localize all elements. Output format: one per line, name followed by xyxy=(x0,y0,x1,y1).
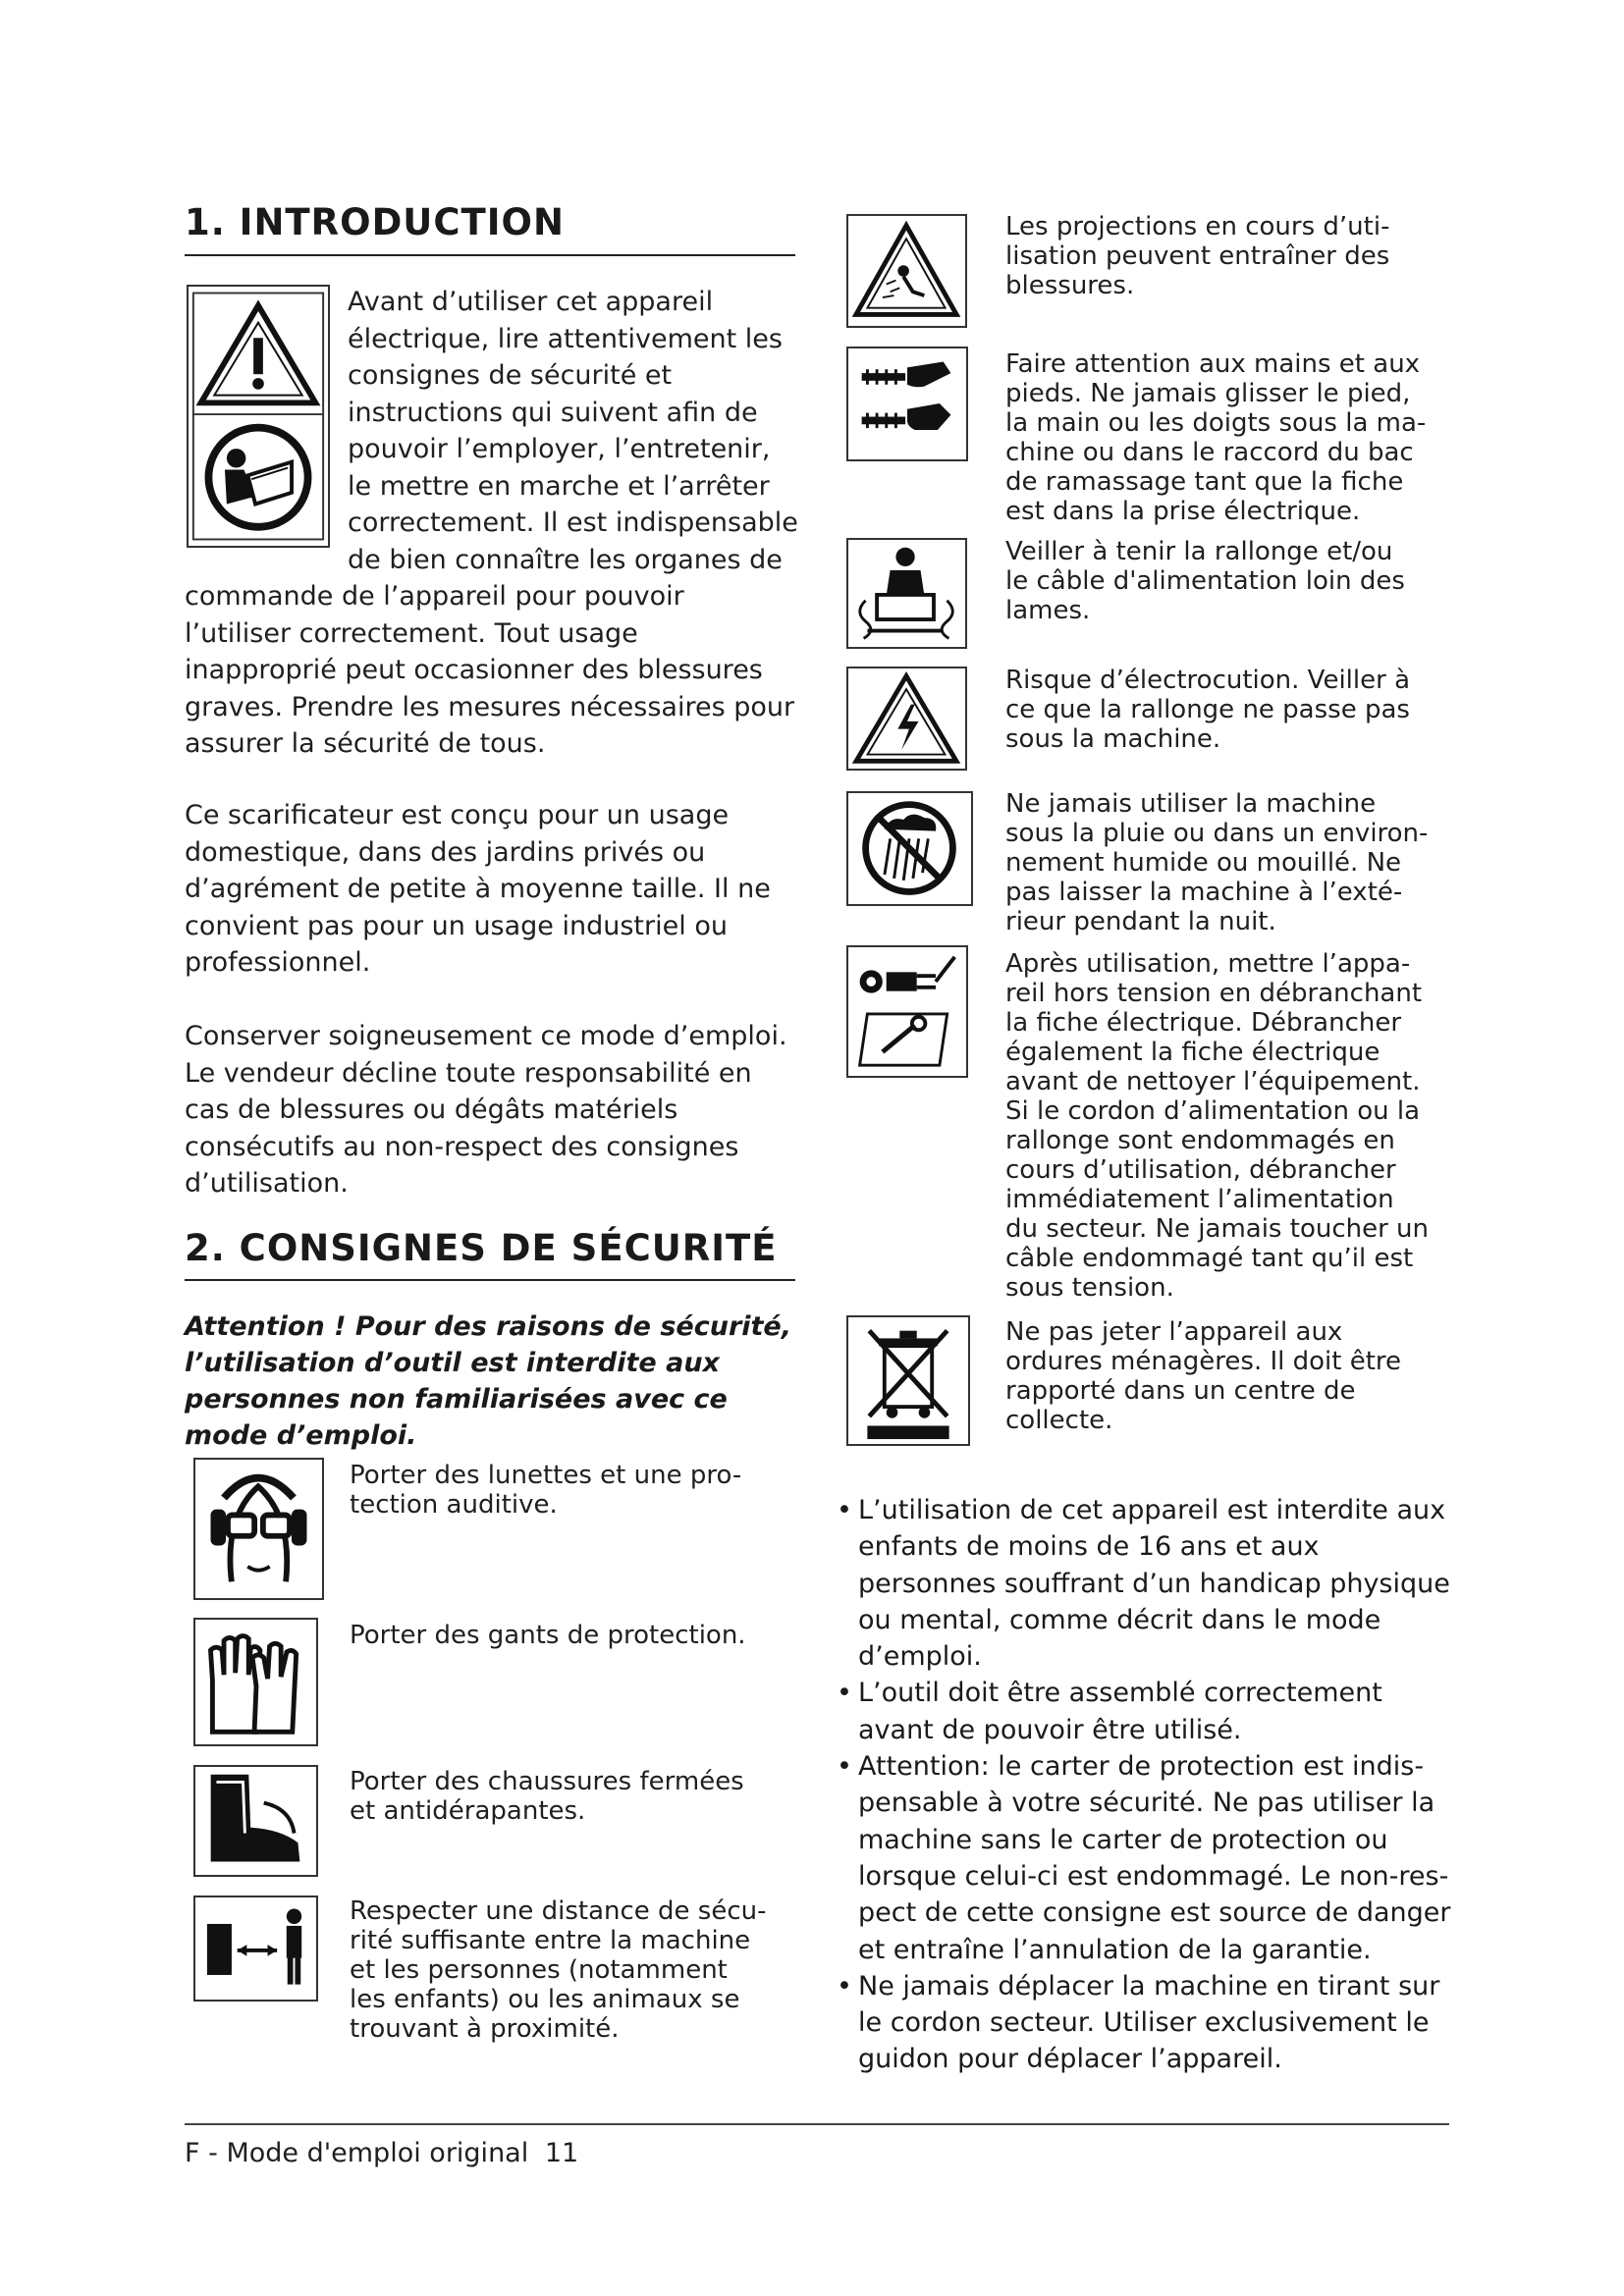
flying-debris-icon xyxy=(846,214,967,328)
left-symbol-text-4: Respecter une distance de sécu- rité suffisante entre la machine et les personnes (notamment les enfants) ou les animaux se trouvant à proximité. xyxy=(350,1896,767,2044)
footer xyxy=(185,2138,578,2168)
blade-hands-feet-icon xyxy=(846,347,968,461)
right-symbol-text-4: Risque d’électrocution. Veiller à ce que la rallonge ne passe pas sous la machine. xyxy=(1005,666,1411,754)
right-symbol-text-7: Ne pas jeter l’appareil aux ordures ménagères. Il doit être rapporté dans un centre de collecte. xyxy=(1005,1317,1402,1435)
section1-heading: 1. INTRODUCTION xyxy=(185,201,565,243)
goggles-earmuffs-icon xyxy=(193,1458,324,1600)
safety-warning: Attention ! Pour des raisons de sécurité, l’utilisation d’outil est interdite aux personnes non familiarisées avec ce mode d’emploi. xyxy=(185,1311,791,1451)
bullet-item-3: • Attention: le carter de protection est indis- pensable à votre sécurité. Ne pas utiliser la machine sans le carter de protection ou lorsque celui-ci est endommagé. Le non-res- pect de cette consigne est source de danger et entraîne l’annulation de la garantie. xyxy=(837,1748,1457,1968)
right-symbol-text-5: Ne jamais utiliser la machine sous la pluie ou dans un environ- nement humide ou mouillé. Ne pas laisser la machine à l’exté- rieur pendant la nuit. xyxy=(1005,789,1429,936)
left-symbol-text-3: Porter des chaussures fermées et antidérapantes. xyxy=(350,1767,744,1826)
bullet-item-2: • L’outil doit être assemblé correctement avant de pouvoir être utilisé. xyxy=(837,1675,1457,1748)
safety-bullet-list xyxy=(837,1492,1457,2078)
gloves-icon xyxy=(193,1618,318,1746)
left-symbol-text-2: Porter des gants de protection. xyxy=(350,1621,746,1650)
bullet-item-4: • Ne jamais déplacer la machine en tirant sur le cordon secteur. Utiliser exclusivement le guidon pour déplacer l’appareil. xyxy=(837,1968,1457,2078)
right-symbol-text-2: Faire attention aux mains et aux pieds. Ne jamais glisser le pied, la main ou les doigts sous la ma- chine ou dans le raccord du bac de ramassage tant que la fiche est dans la prise électrique. xyxy=(1005,349,1427,526)
footer-label: F - Mode d'emploi original xyxy=(185,2138,529,2168)
page-number: 11 xyxy=(544,2138,579,2168)
no-rain-icon xyxy=(846,791,973,906)
unplug-maintenance-icon xyxy=(846,945,968,1078)
manual-retention-paragraph: Conserver soigneusement ce mode d’emploi. Le vendeur décline toute responsabilité en cas de blessures ou dégâts matériels consécutifs au non-respect des consignes d’utilisation. xyxy=(185,1021,787,1199)
footer-rule xyxy=(185,2123,1449,2125)
right-symbol-text-6: Après utilisation, mettre l’appa- reil hors tension en débranchant la fiche électrique. Débrancher également la fiche électrique avant de nettoyer l’équipement. Si le cordon d’alimentation ou la rallonge sont endommagés en cours d’utilisation, débrancher immédiatement l’alimentation du secteur. Ne jamais toucher un câble endommagé tant qu’il est sous tension. xyxy=(1005,949,1430,1303)
section1-rule xyxy=(185,254,795,256)
boots-icon xyxy=(193,1765,318,1877)
usage-paragraph: Ce scarificateur est conçu pour un usage domestique, dans des jardins privés ou d’agrément de petite à moyenne taille. Il ne convient pas pour un usage industriel ou professionnel. xyxy=(185,800,771,978)
electrocution-icon xyxy=(846,667,967,771)
safe-distance-icon xyxy=(193,1896,318,2002)
cable-away-icon xyxy=(846,538,967,649)
intro-paragraph: Avant d’utiliser cet appareil électrique, lire attentivement les consignes de sécurité et instructions qui suivent afin de pouvoir l’employer, l’entretenir, le mettre en marche et l’arrêter correctement. Il est indispensable de bien connaître les organes de commande de l’appareil pour pouvoir l’utiliser correctement. Tout usage inapproprié peut occasionner des blessures graves. Prendre les mesures nécessaires pour assurer la sécurité de tous. xyxy=(185,287,798,759)
right-symbol-text-3: Veiller à tenir la rallonge et/ou le câble d'alimentation loin des lames. xyxy=(1005,537,1405,625)
bullet-item-1: • L’utilisation de cet appareil est interdite aux enfants de moins de 16 ans et aux personnes souffrant d’un handicap physique ou mental, comme décrit dans le mode d’emploi. xyxy=(837,1492,1457,1675)
right-symbol-text-1: Les projections en cours d’uti- lisation peuvent entraîner des blessures. xyxy=(1005,212,1390,300)
left-symbol-text-1: Porter des lunettes et une pro- tection auditive. xyxy=(350,1461,742,1520)
section2-rule xyxy=(185,1279,795,1281)
crossed-bin-icon xyxy=(846,1315,970,1446)
section2-heading: 2. CONSIGNES DE SÉCURITÉ xyxy=(185,1227,778,1269)
